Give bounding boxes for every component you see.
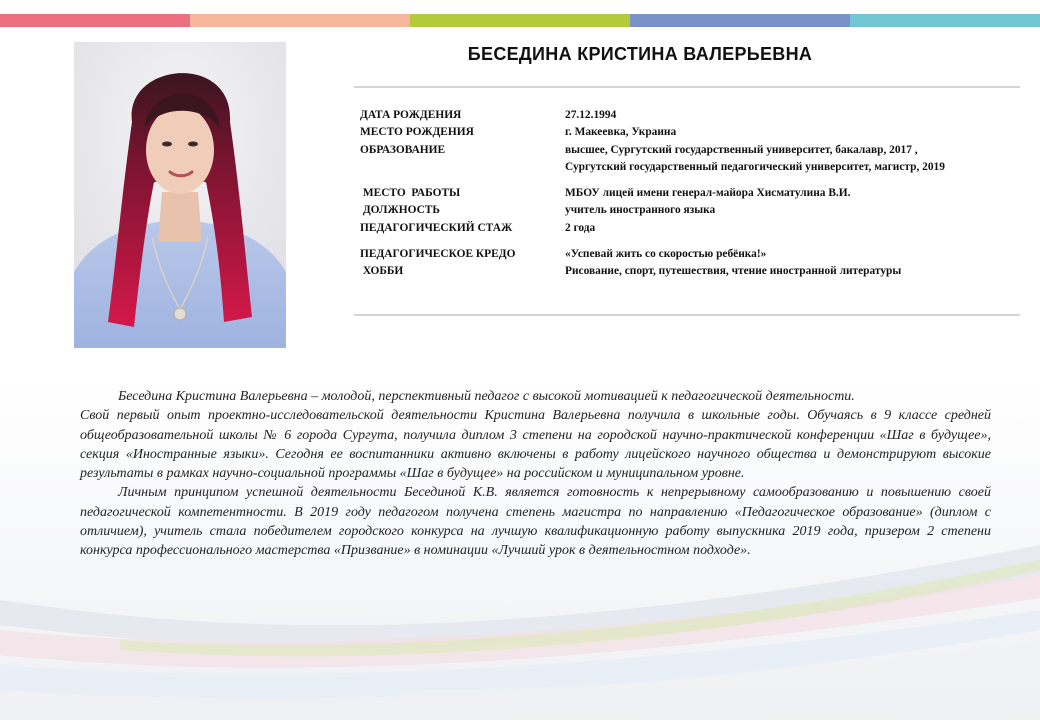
education-label: ОБРАЗОВАНИЕ bbox=[360, 143, 446, 156]
credo-value: «Успевай жить со скоростью ребёнка!» bbox=[565, 248, 767, 261]
birth-place-label: МЕСТО РОЖДЕНИЯ bbox=[360, 126, 474, 139]
experience-label: ПЕДАГОГИЧЕСКИЙ СТАЖ bbox=[360, 221, 513, 234]
stripe-peach bbox=[190, 14, 410, 27]
experience-value: 2 года bbox=[565, 221, 596, 234]
portrait-photo bbox=[74, 42, 286, 348]
workplace-value: МБОУ лицей имени генерал-майора Хисматулина В.И. bbox=[565, 187, 851, 200]
stripe-green bbox=[410, 14, 630, 27]
position-label: ДОЛЖНОСТЬ bbox=[360, 204, 440, 217]
row-education-cont bbox=[360, 159, 1020, 176]
row-experience bbox=[360, 220, 1020, 237]
hobby-value: Рисование, спорт, путешествия, чтение иностранной литературы bbox=[565, 265, 902, 278]
birth-place-value: г. Макеевка, Украина bbox=[565, 126, 677, 139]
row-workplace bbox=[360, 185, 1020, 202]
bio-paragraph-2: Свой первый опыт проектно-исследовательской деятельности Кристина Валерьевна получила в школьные годы. Обучаясь в 9 классе средней общеобразовательной школы № 6 города Сургута, получила диплом 3 степени на городской научно-практической конференции «Шаг в будущее», секция «Иностранные языки». Сегодня ее воспитанники активно включены в работу лицейского научного общества и демонстрируют высокие результаты в рамках научно-социальной программы «Шаг в будущее» на российском и муниципальном уровне. bbox=[80, 408, 991, 482]
person-name: БЕСЕДИНА КРИСТИНА ВАЛЕРЬЕВНА bbox=[467, 44, 813, 64]
bio-paragraph-1: Беседина Кристина Валерьевна – молодой, перспективный педагог с высокой мотивацией к педагогической деятельности. bbox=[118, 389, 855, 404]
education-value-1: высшее, Сургутский государственный университет, бакалавр, 2017 , bbox=[565, 143, 918, 156]
row-hobby bbox=[360, 263, 1020, 280]
row-education bbox=[360, 142, 1020, 159]
row-birth-place bbox=[360, 124, 1020, 141]
birth-date-value: 27.12.1994 bbox=[565, 109, 617, 121]
stripe-blue bbox=[630, 14, 850, 27]
row-position bbox=[360, 202, 1020, 219]
hobby-label: ХОББИ bbox=[360, 265, 404, 278]
birth-date-label: ДАТА РОЖДЕНИЯ bbox=[360, 109, 462, 121]
row-credo bbox=[360, 246, 1020, 263]
info-table bbox=[360, 107, 1020, 281]
stripe-pink bbox=[0, 14, 190, 27]
top-divider bbox=[354, 86, 1020, 88]
workplace-label: МЕСТО РАБОТЫ bbox=[360, 187, 461, 200]
biography-text bbox=[80, 387, 991, 561]
credo-label: ПЕДАГОГИЧЕСКОЕ КРЕДО bbox=[360, 248, 516, 261]
education-value-2: Сургутский государственный педагогический университет, магистр, 2019 bbox=[565, 160, 945, 173]
portrait-illustration bbox=[74, 42, 286, 348]
stripe-teal bbox=[850, 14, 1040, 27]
row-birth-date bbox=[360, 107, 1020, 124]
color-stripe bbox=[0, 14, 1040, 27]
bio-paragraph-3: Личным принципом успешной деятельности Бесединой К.В. является готовность к непрерывному самообразованию и повышению своей педагогической компетентности. В 2019 году педагогом получена степень магистра по направлению «Педагогическое образование» (диплом с отличием), учитель стала победителем городского конкурса на лучшую квалификационную работу выпускника 2019 года, призером 2 степени конкурса профессионального мастерства «Призвание» в номинации «Лучший урок в деятельностном подходе». bbox=[80, 485, 991, 559]
position-value: учитель иностранного языка bbox=[565, 204, 716, 217]
bottom-divider bbox=[354, 314, 1020, 316]
